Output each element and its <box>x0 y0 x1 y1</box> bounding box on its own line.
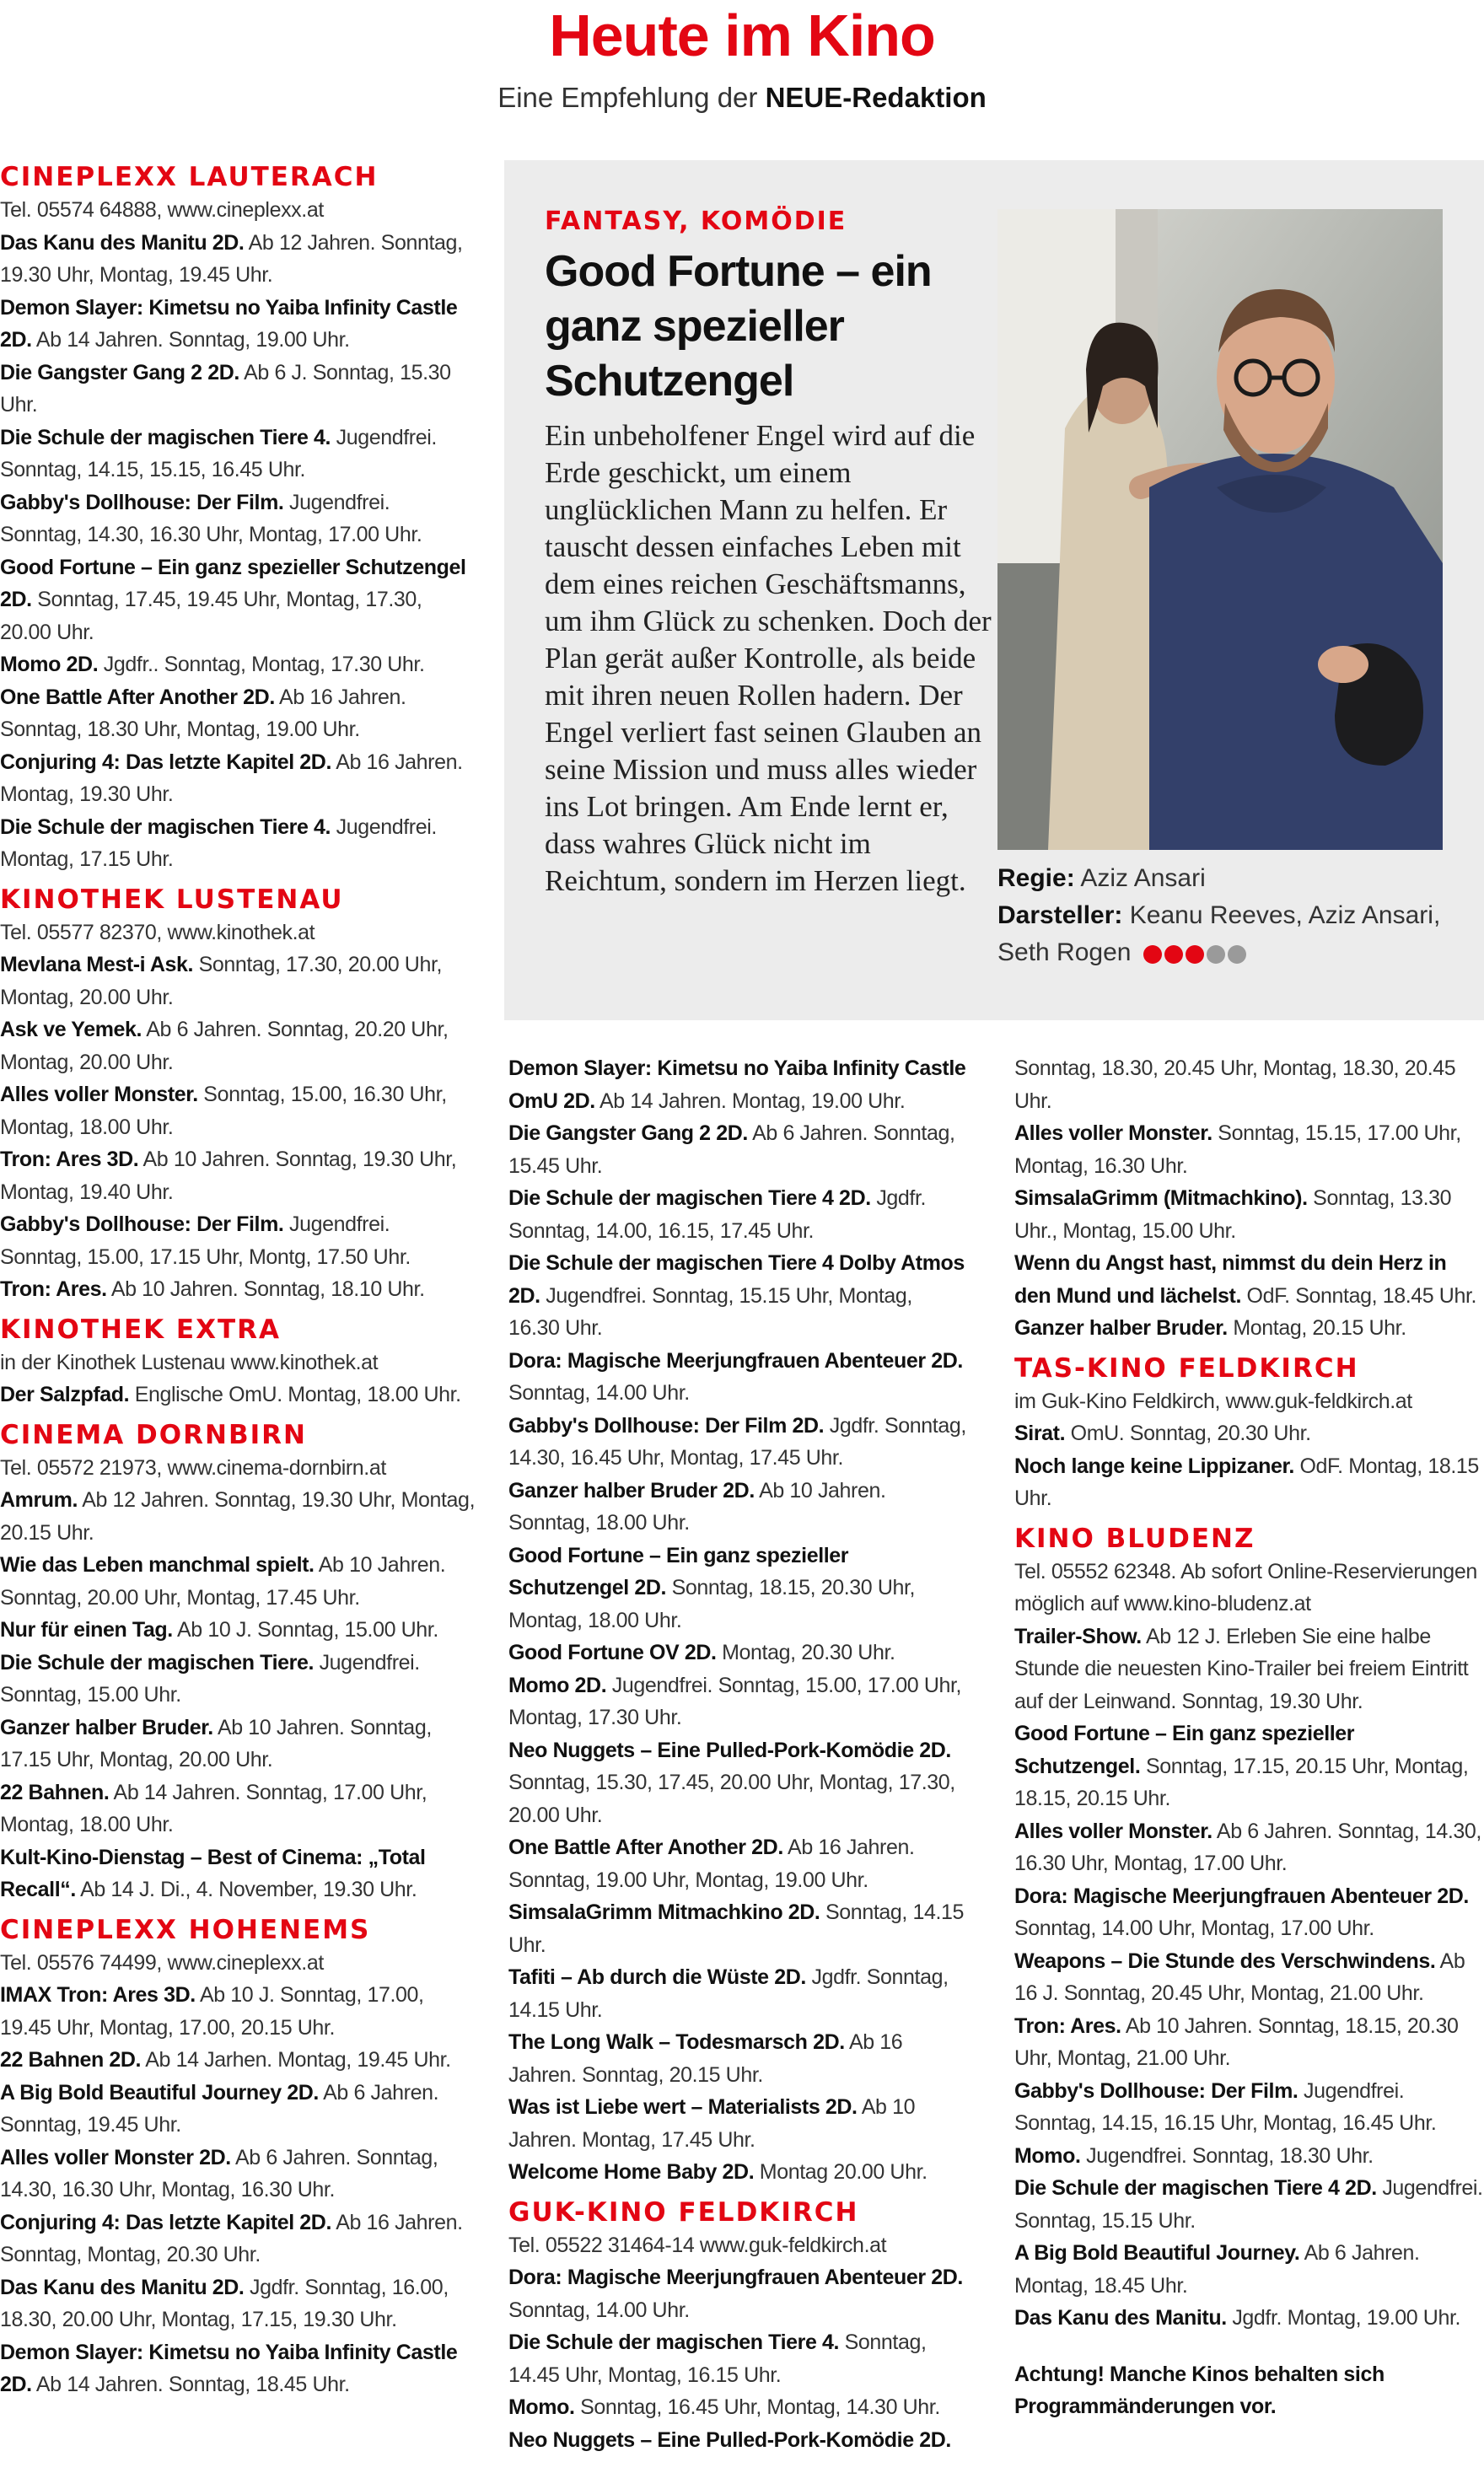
film-title: Tafiti – Ab durch die Wüste 2D. <box>508 1965 806 1989</box>
cinema-contact: Tel. 05574 64888, www.cineplexx.at <box>0 198 324 222</box>
cinema-heading: TAS-KINO FELDKIRCH <box>1014 1352 1359 1384</box>
film-showtimes: Sonntag, 14.00 Uhr, Montag, 17.00 Uhr. <box>1014 1916 1374 1940</box>
film-showtimes: Sonntag, 18.30, 20.45 Uhr, Montag, 18.30, 20.45 Uhr. <box>1014 1056 1456 1113</box>
film-title: Momo 2D. <box>0 653 99 676</box>
film-showtimes: Sonntag, 13.30 Uhr., Montag, 15.00 Uhr. <box>1014 1186 1452 1243</box>
film-entry <box>1014 1718 1484 1815</box>
film-entry <box>0 2271 476 2336</box>
film-title: Tron: Ares. <box>0 1277 107 1301</box>
film-showtimes: Ab 10 Jahren. Sonntag, 20.00 Uhr, Montag, 17.45 Uhr. <box>0 1553 446 1610</box>
cinema-heading: KINOTHEK LUSTENAU <box>0 884 344 915</box>
film-title: Neo Nuggets – Eine Pulled-Pork-Komödie 2D. <box>508 2427 951 2452</box>
film-showtimes: Ab 6 Jahren. Sonntag, 14.30, 16.30 Uhr, Montag, 17.00 Uhr. <box>1014 1819 1481 1875</box>
film-title: Die Schule der magischen Tiere 4 2D. <box>508 1186 871 1210</box>
film-showtimes: Ab 6 Jahren. Montag, 18.45 Uhr. <box>1014 2241 1420 2298</box>
film-entry <box>1014 1880 1484 1945</box>
film-showtimes: Jgdfr. Montag, 19.00 Uhr. <box>1232 2306 1461 2330</box>
film-title: SimsalaGrimm (Mitmachkino). <box>1014 1186 1308 1210</box>
film-entry <box>508 1540 968 1637</box>
film-showtimes: Jugendfrei. Sonntag, 15.00 Uhr. <box>0 1650 420 1707</box>
film-entry <box>0 1379 476 1411</box>
film-entry <box>508 2391 968 2424</box>
film-title: Gabby's Dollhouse: Der Film. <box>1014 2078 1298 2103</box>
film-showtimes: Ab 16 Jahren. Sonntag, Montag, 20.30 Uhr. <box>0 2210 463 2266</box>
rating-dots <box>1143 935 1249 972</box>
film-title: Das Kanu des Manitu 2D. <box>0 2275 245 2299</box>
film-entry <box>0 2077 476 2142</box>
film-title: Conjuring 4: Das letzte Kapitel 2D. <box>0 750 332 774</box>
film-showtimes: Ab 6 Jahren. Sonntag, 19.45 Uhr. <box>0 2080 439 2137</box>
film-title: One Battle After Another 2D. <box>508 1836 783 1859</box>
film-showtimes: Ab 10 Jahren. Sonntag, 18.00 Uhr. <box>508 1478 886 1535</box>
film-showtimes: Montag, 20.15 Uhr. <box>1233 1316 1406 1340</box>
film-title: Trailer-Show. <box>1014 1624 1142 1648</box>
film-showtimes: Englische OmU. Montag, 18.00 Uhr. <box>134 1383 461 1406</box>
film-entry <box>0 2044 476 2077</box>
film-showtimes: Jugendfrei. Sonntag, 14.15, 16.15 Uhr, Montag, 16.45 Uhr. <box>1014 2078 1437 2135</box>
film-entry <box>1014 1312 1484 1345</box>
rating-dot-filled <box>1143 945 1162 964</box>
film-showtimes: Ab 12 Jahren. Sonntag, 19.30 Uhr, Montag, 19.45 Uhr. <box>0 230 463 287</box>
film-title: Das Kanu des Manitu. <box>1014 2306 1227 2330</box>
film-entry <box>508 2424 968 2457</box>
film-title: Kult-Kino-Dienstag – Best of Cinema: „Total Recall“. <box>0 1845 426 1901</box>
film-showtimes: Ab 10 Jahren. Sonntag, 17.15 Uhr, Montag, 20.00 Uhr. <box>0 1715 432 1771</box>
film-showtimes: Ab 10 Jahren. Sonntag, 18.10 Uhr. <box>110 1277 425 1301</box>
film-showtimes: OdF. Sonntag, 18.45 Uhr. <box>1246 1283 1477 1308</box>
film-title: Ganzer halber Bruder 2D. <box>508 1478 755 1503</box>
page-title: Heute im Kino <box>549 3 935 68</box>
film-entry <box>0 551 476 649</box>
film-showtimes: Jugendfrei. Sonntag, 14.15, 15.15, 16.45 Uhr. <box>0 425 437 481</box>
director-name: Aziz Ansari <box>1080 864 1206 892</box>
film-title: Die Schule der magischen Tiere 4 2D. <box>1014 2176 1377 2200</box>
film-showtimes: Ab 10 Jahren. Sonntag, 19.30 Uhr, Montag, 19.40 Uhr. <box>0 1148 457 1204</box>
film-title: Demon Slayer: Kimetsu no Yaiba Infinity Castle 2D. <box>0 2340 458 2396</box>
film-showtimes: Jgdfr. Sonntag, 14.00, 16.15, 17.45 Uhr. <box>508 1186 927 1243</box>
cinema-heading: CINEPLEXX LAUTERACH <box>0 162 379 192</box>
feature-description: Ein unbeholfener Engel wird auf die Erde geschickt, um einem unglücklichen Mann zu helfen. Er tauscht dessen einfaches Leben mit dem eines reichen Geschäftsmanns, um ihm Glück zu schenken. Doch der Plan gerät außer Kontrolle, als beide mit ihren neuen Rollen hadern. Der Engel verliert fast seinen Glauben an seine Mission und muss alles wieder ins Lot bringen. Am Ende lernt er, dass wahres Glück nicht im Reichtum, sondern im Herzen liegt. <box>545 419 992 897</box>
film-title: One Battle After Another 2D. <box>0 685 275 709</box>
film-entry <box>0 1979 476 2044</box>
film-entry <box>1014 1117 1484 1182</box>
film-title: Was ist Liebe wert – Materialists 2D. <box>508 2095 858 2119</box>
film-showtimes: Ab 10 Jahren. Montag, 17.45 Uhr. <box>508 2095 916 2152</box>
film-entry <box>0 1841 476 1906</box>
film-entry <box>508 2261 968 2326</box>
film-entry <box>508 1117 968 1182</box>
film-entry <box>508 1831 968 1896</box>
film-entry <box>0 949 476 1013</box>
film-entry <box>1014 1945 1484 2010</box>
page-subtitle <box>0 81 1484 115</box>
film-title: Tron: Ares. <box>1014 2013 1121 2038</box>
film-showtimes: Jugendfrei. Sonntag, 18.30 Uhr. <box>1086 2143 1374 2168</box>
film-showtimes: Ab 16 Jahren. Sonntag, 20.15 Uhr. <box>508 2030 903 2087</box>
film-showtimes: Jgdfr.. Sonntag, Montag, 17.30 Uhr. <box>103 653 425 676</box>
film-showtimes: Ab 6 Jahren. Sonntag, 15.45 Uhr. <box>508 1121 955 1178</box>
director-line <box>997 860 1470 897</box>
cinema-contact: Tel. 05576 74499, www.cineplexx.at <box>0 1950 324 1975</box>
film-entry <box>0 681 476 746</box>
film-entry <box>508 1410 968 1475</box>
listing-column-3 <box>1014 1052 1484 2423</box>
film-showtimes: Sonntag, 17.15, 20.15 Uhr, Montag, 18.15, 20.15 Uhr. <box>1014 1754 1469 1810</box>
cinema-contact: Tel. 05522 31464-14 www.guk-feldkirch.at <box>508 2233 887 2257</box>
film-entry <box>0 1013 476 1078</box>
film-showtimes: Sonntag, 17.30, 20.00 Uhr, Montag, 20.00 Uhr. <box>0 953 443 1009</box>
film-title: Ganzer halber Bruder. <box>1014 1316 1228 1340</box>
film-showtimes: OmU. Sonntag, 20.30 Uhr. <box>1070 1422 1311 1445</box>
film-entry <box>1014 1450 1484 1515</box>
film-entry <box>0 1614 476 1647</box>
film-title: Conjuring 4: Das letzte Kapitel 2D. <box>0 2210 332 2234</box>
film-entry <box>0 648 476 681</box>
film-title: Ganzer halber Bruder. <box>0 1715 213 1739</box>
subtitle-prefix: Eine Empfehlung der <box>497 82 758 113</box>
cinema-contact: in der Kinothek Lustenau www.kinothek.at <box>0 1350 379 1374</box>
film-title: Gabby's Dollhouse: Der Film. <box>0 1212 284 1236</box>
film-title: Ask ve Yemek. <box>0 1018 142 1041</box>
film-showtimes: Ab 12 Jahren. Sonntag, 19.30 Uhr, Montag, 20.15 Uhr. <box>0 1488 476 1545</box>
cinema-heading: CINEPLEXX HOHENEMS <box>0 1914 371 1945</box>
film-showtimes: Sonntag, 14.15 Uhr. <box>508 1900 965 1957</box>
film-entry <box>0 2336 476 2401</box>
film-entry <box>0 1143 476 1208</box>
film-showtimes: Sonntag, 14.00 Uhr. <box>508 1381 690 1405</box>
film-entry <box>1014 2172 1484 2237</box>
film-showtimes: Sonntag, 17.45, 19.45 Uhr, Montag, 17.30, 20.00 Uhr. <box>0 588 422 644</box>
film-showtimes: Sonntag, 14.45 Uhr, Montag, 16.15 Uhr. <box>508 2330 927 2387</box>
film-showtimes: Ab 16 Jahren. Sonntag, 18.30 Uhr, Montag, 19.00 Uhr. <box>0 685 406 741</box>
film-entry <box>508 1345 968 1410</box>
film-entry <box>508 1247 968 1345</box>
film-showtimes: OdF. Montag, 18.15 Uhr. <box>1014 1454 1479 1510</box>
film-showtimes: Jgdfr. Sonntag, 14.15 Uhr. <box>508 1965 949 2022</box>
film-title: Demon Slayer: Kimetsu no Yaiba Infinity Castle 2D. <box>0 295 458 352</box>
film-title: Good Fortune – Ein ganz spezieller Schutzengel 2D. <box>508 1543 849 1599</box>
cinema-heading: KINOTHEK EXTRA <box>0 1314 282 1345</box>
film-title: 22 Bahnen 2D. <box>0 2048 142 2072</box>
film-entry <box>508 1052 968 1117</box>
film-entry <box>508 2091 968 2156</box>
film-entry <box>0 2142 476 2207</box>
subtitle-brand: NEUE-Redaktion <box>765 82 987 113</box>
film-entry <box>508 2326 968 2391</box>
film-entry <box>0 487 476 551</box>
listing-column-2 <box>508 1052 968 2456</box>
film-showtimes: Ab 14 Jarhen. Montag, 19.45 Uhr. <box>145 2048 451 2072</box>
film-showtimes: Jgdfr. Sonntag, 16.00, 18.30, 20.00 Uhr, Montag, 17.15, 19.30 Uhr. <box>0 2275 449 2331</box>
film-title: Alles voller Monster 2D. <box>0 2145 231 2169</box>
cinema-contact: im Guk-Kino Feldkirch, www.guk-feldkirch.at <box>1014 1389 1412 1413</box>
film-entry <box>508 1669 968 1734</box>
cinema-heading: CINEMA DORNBIRN <box>0 1419 307 1450</box>
film-entry <box>1014 1815 1484 1880</box>
film-showtimes: Jugendfrei. Sonntag, 15.00, 17.00 Uhr, Montag, 17.30 Uhr. <box>508 1673 962 1729</box>
film-entry <box>0 2207 476 2271</box>
film-showtimes: Sonntag, 15.00, 16.30 Uhr, Montag, 18.00 Uhr. <box>0 1083 447 1139</box>
featured-film-box <box>504 160 1484 1020</box>
film-title: Noch lange keine Lippizaner. <box>1014 1454 1294 1478</box>
film-entry <box>0 1484 476 1549</box>
film-showtimes: Jugendfrei. Sonntag, 15.15 Uhr. <box>1014 2176 1483 2233</box>
rating-dot-filled <box>1164 945 1183 964</box>
feature-photo <box>997 209 1443 850</box>
film-entry <box>0 1712 476 1777</box>
film-showtimes: Ab 14 Jahren. Sonntag, 18.45 Uhr. <box>35 2373 350 2396</box>
cinema-heading: GUK-KINO FELDKIRCH <box>508 2196 859 2228</box>
film-title: Alles voller Monster. <box>1014 1121 1212 1145</box>
film-entry <box>1014 2075 1484 2140</box>
film-title: Nur für einen Tag. <box>0 1618 173 1642</box>
cast-line <box>997 897 1470 972</box>
film-showtimes: Jgdfr. Sonntag, 14.30, 16.45 Uhr, Montag, 17.45 Uhr. <box>508 1413 966 1470</box>
film-showtimes: Jugendfrei. Montag, 17.15 Uhr. <box>0 814 437 871</box>
cinema-contact: Tel. 05552 62348. Ab sofort Online-Reservierungen möglich auf www.kino-bludenz.at <box>1014 1559 1477 1615</box>
film-showtimes: Ab 6 Jahren. Sonntag, 20.20 Uhr, Montag, 20.00 Uhr. <box>0 1018 449 1074</box>
film-entry <box>0 357 476 422</box>
film-title: Momo 2D. <box>508 1673 607 1697</box>
film-title: A Big Bold Beautiful Journey. <box>1014 2241 1300 2265</box>
film-title: Amrum. <box>0 1488 78 1512</box>
film-showtimes: Ab 6 J. Sonntag, 15.30 Uhr. <box>0 360 451 417</box>
feature-credits <box>997 860 1470 972</box>
film-title: Wenn du Angst hast, nimmst du dein Herz in den Mund und lächelst. <box>1014 1251 1447 1308</box>
film-title: Good Fortune – Ein ganz spezieller Schutzengel 2D. <box>0 555 466 611</box>
film-entry <box>1014 2010 1484 2075</box>
film-showtimes: Ab 12 J. Erleben Sie eine halbe Stunde die neuesten Kino-Trailer bei freiem Eintritt auf der Leinwand. Sonntag, 19.30 Uhr. <box>1014 1624 1469 1713</box>
film-title: Die Schule der magischen Tiere 4. <box>0 425 331 449</box>
film-entry <box>0 292 476 357</box>
film-title: Das Kanu des Manitu 2D. <box>0 230 245 255</box>
film-title: Sirat. <box>1014 1422 1066 1445</box>
film-title: A Big Bold Beautiful Journey 2D. <box>0 2080 319 2105</box>
film-showtimes: Ab 16 J. Sonntag, 20.45 Uhr, Montag, 21.00 Uhr. <box>1014 1949 1465 2005</box>
program-change-notice: Achtung! Manche Kinos behalten sich Programmänderungen vor. <box>1014 2362 1385 2418</box>
film-showtimes: Ab 16 Jahren. Sonntag, 19.00 Uhr, Montag, 19.00 Uhr. <box>508 1836 915 1892</box>
film-entry <box>1014 1182 1484 1247</box>
film-entry <box>508 1182 968 1247</box>
film-title: Alles voller Monster. <box>1014 1819 1212 1843</box>
film-showtimes: Montag, 20.30 Uhr. <box>722 1641 895 1664</box>
feature-title: Good Fortune – ein ganz spezieller Schutzengel <box>545 247 932 406</box>
film-title: Tron: Ares 3D. <box>0 1148 139 1171</box>
director-label: Regie: <box>997 864 1075 892</box>
film-title: Good Fortune – Ein ganz spezieller Schutzengel. <box>1014 1722 1355 1778</box>
rating-dot-empty <box>1228 945 1246 964</box>
film-title: Wie das Leben manchmal spielt. <box>0 1553 315 1577</box>
film-showtimes: Ab 14 Jahren. Sonntag, 19.00 Uhr. <box>35 328 350 352</box>
film-entry <box>1014 1621 1484 1718</box>
film-title: Good Fortune OV 2D. <box>508 1641 717 1664</box>
film-title: Die Schule der magischen Tiere. <box>0 1650 315 1675</box>
film-showtimes: Ab 16 Jahren. Montag, 19.30 Uhr. <box>0 750 463 806</box>
film-title: Momo. <box>508 2395 575 2419</box>
film-showtimes: Jugendfrei. Sonntag, 15.00, 17.15 Uhr, Montg, 17.50 Uhr. <box>0 1212 411 1269</box>
film-showtimes: Ab 14 J. Di., 4. November, 19.30 Uhr. <box>80 1878 417 1901</box>
film-showtimes: Ab 10 Jahren. Sonntag, 18.15, 20.30 Uhr, Montag, 21.00 Uhr. <box>1014 2013 1459 2070</box>
film-entry <box>1014 1052 1484 1117</box>
film-entry <box>508 1475 968 1540</box>
film-title: Dora: Magische Meerjungfrauen Abenteuer 2D. <box>508 1348 963 1373</box>
film-showtimes: Ab 14 Jahren. Montag, 19.00 Uhr. <box>599 1089 906 1113</box>
film-showtimes: Ab 10 J. Sonntag, 17.00, 19.45 Uhr, Montag, 17.00, 20.15 Uhr. <box>0 1983 424 2040</box>
listing-column-1 <box>0 160 476 2401</box>
film-showtimes: Jugendfrei. Sonntag, 14.30, 16.30 Uhr, Montag, 17.00 Uhr. <box>0 490 422 546</box>
film-entry <box>0 811 476 876</box>
rating-dot-filled <box>1186 945 1204 964</box>
film-showtimes: Sonntag, 16.45 Uhr, Montag, 14.30 Uhr. <box>580 2395 940 2419</box>
film-title: IMAX Tron: Ares 3D. <box>0 1983 196 2007</box>
film-entry <box>508 1734 968 1832</box>
film-title: Gabby's Dollhouse: Der Film. <box>0 490 284 514</box>
cinema-heading: KINO BLUDENZ <box>1014 1523 1255 1554</box>
film-title: Alles voller Monster. <box>0 1083 198 1106</box>
film-title: The Long Walk – Todesmarsch 2D. <box>508 2030 845 2054</box>
film-title: Dora: Magische Meerjungfrauen Abenteuer 2D. <box>508 2266 963 2289</box>
film-entry <box>0 1549 476 1614</box>
film-showtimes: Sonntag, 15.15, 17.00 Uhr, Montag, 16.30 Uhr. <box>1014 1121 1461 1178</box>
film-showtimes: Sonntag, 14.00 Uhr. <box>508 2298 690 2322</box>
film-entry <box>508 1961 968 2026</box>
film-title: Momo. <box>1014 2143 1081 2168</box>
film-entry <box>0 422 476 487</box>
film-entry <box>508 1896 968 1961</box>
feature-genre: FANTASY, KOMÖDIE <box>545 207 847 236</box>
film-title: Die Gangster Gang 2 2D. <box>508 1121 748 1145</box>
film-entry <box>508 1637 968 1669</box>
film-showtimes: Jugendfrei. Sonntag, 15.15 Uhr, Montag, 16.30 Uhr. <box>508 1283 912 1340</box>
film-title: Weapons – Die Stunde des Verschwindens. <box>1014 1949 1436 1973</box>
film-entry <box>0 1777 476 1841</box>
cinema-contact: Tel. 05572 21973, www.cinema-dornbirn.at <box>0 1455 386 1480</box>
cast-label: Darsteller: <box>997 901 1123 929</box>
cast-names: Keanu Reeves, Aziz Ansari, Seth Rogen <box>997 901 1441 966</box>
film-entry <box>0 746 476 811</box>
film-showtimes: Ab 14 Jahren. Sonntag, 17.00 Uhr, Montag, 18.00 Uhr. <box>0 1780 427 1836</box>
film-entry <box>0 1647 476 1712</box>
film-title: Mevlana Mest-i Ask. <box>0 953 194 976</box>
film-title: Gabby's Dollhouse: Der Film 2D. <box>508 1413 825 1438</box>
film-showtimes: Ab 6 Jahren. Sonntag, 14.30, 16.30 Uhr, Montag, 16.30 Uhr. <box>0 2145 438 2201</box>
film-entry <box>1014 2237 1484 2302</box>
film-title: Der Salzpfad. <box>0 1383 130 1406</box>
film-entry <box>1014 2140 1484 2173</box>
film-title: SimsalaGrimm Mitmachkino 2D. <box>508 1900 820 1924</box>
film-showtimes: Ab 10 J. Sonntag, 15.00 Uhr. <box>177 1618 438 1642</box>
film-entry <box>0 1273 476 1306</box>
film-title: Die Schule der magischen Tiere 4. <box>0 814 331 839</box>
film-title: Welcome Home Baby 2D. <box>508 2160 755 2184</box>
film-title: Die Schule der magischen Tiere 4. <box>508 2330 840 2354</box>
film-entry <box>508 2156 968 2189</box>
film-title: Dora: Magische Meerjungfrauen Abenteuer 2D. <box>1014 1884 1469 1908</box>
film-entry <box>1014 1417 1484 1450</box>
film-entry <box>1014 1247 1484 1312</box>
film-title: Die Schule der magischen Tiere 4 Dolby Atmos 2D. <box>508 1251 965 1308</box>
film-title: 22 Bahnen. <box>0 1780 110 1804</box>
film-title: Die Gangster Gang 2 2D. <box>0 360 239 384</box>
film-showtimes: Sonntag, 15.30, 17.45, 20.00 Uhr, Montag, 17.30, 20.00 Uhr. <box>508 1771 955 1827</box>
film-entry <box>0 1078 476 1143</box>
film-entry <box>508 2026 968 2091</box>
rating-dot-empty <box>1207 945 1225 964</box>
film-title: Demon Slayer: Kimetsu no Yaiba Infinity Castle OmU 2D. <box>508 1056 966 1113</box>
cinema-contact: Tel. 05577 82370, www.kinothek.at <box>0 920 315 944</box>
film-entry <box>1014 2302 1484 2335</box>
film-entry <box>0 1208 476 1273</box>
film-showtimes: Sonntag, 18.15, 20.30 Uhr, Montag, 18.00 Uhr. <box>508 1576 916 1632</box>
film-entry <box>0 227 476 292</box>
film-showtimes: Montag 20.00 Uhr. <box>759 2160 928 2184</box>
film-title: Neo Nuggets – Eine Pulled-Pork-Komödie 2D. <box>508 1738 951 1762</box>
